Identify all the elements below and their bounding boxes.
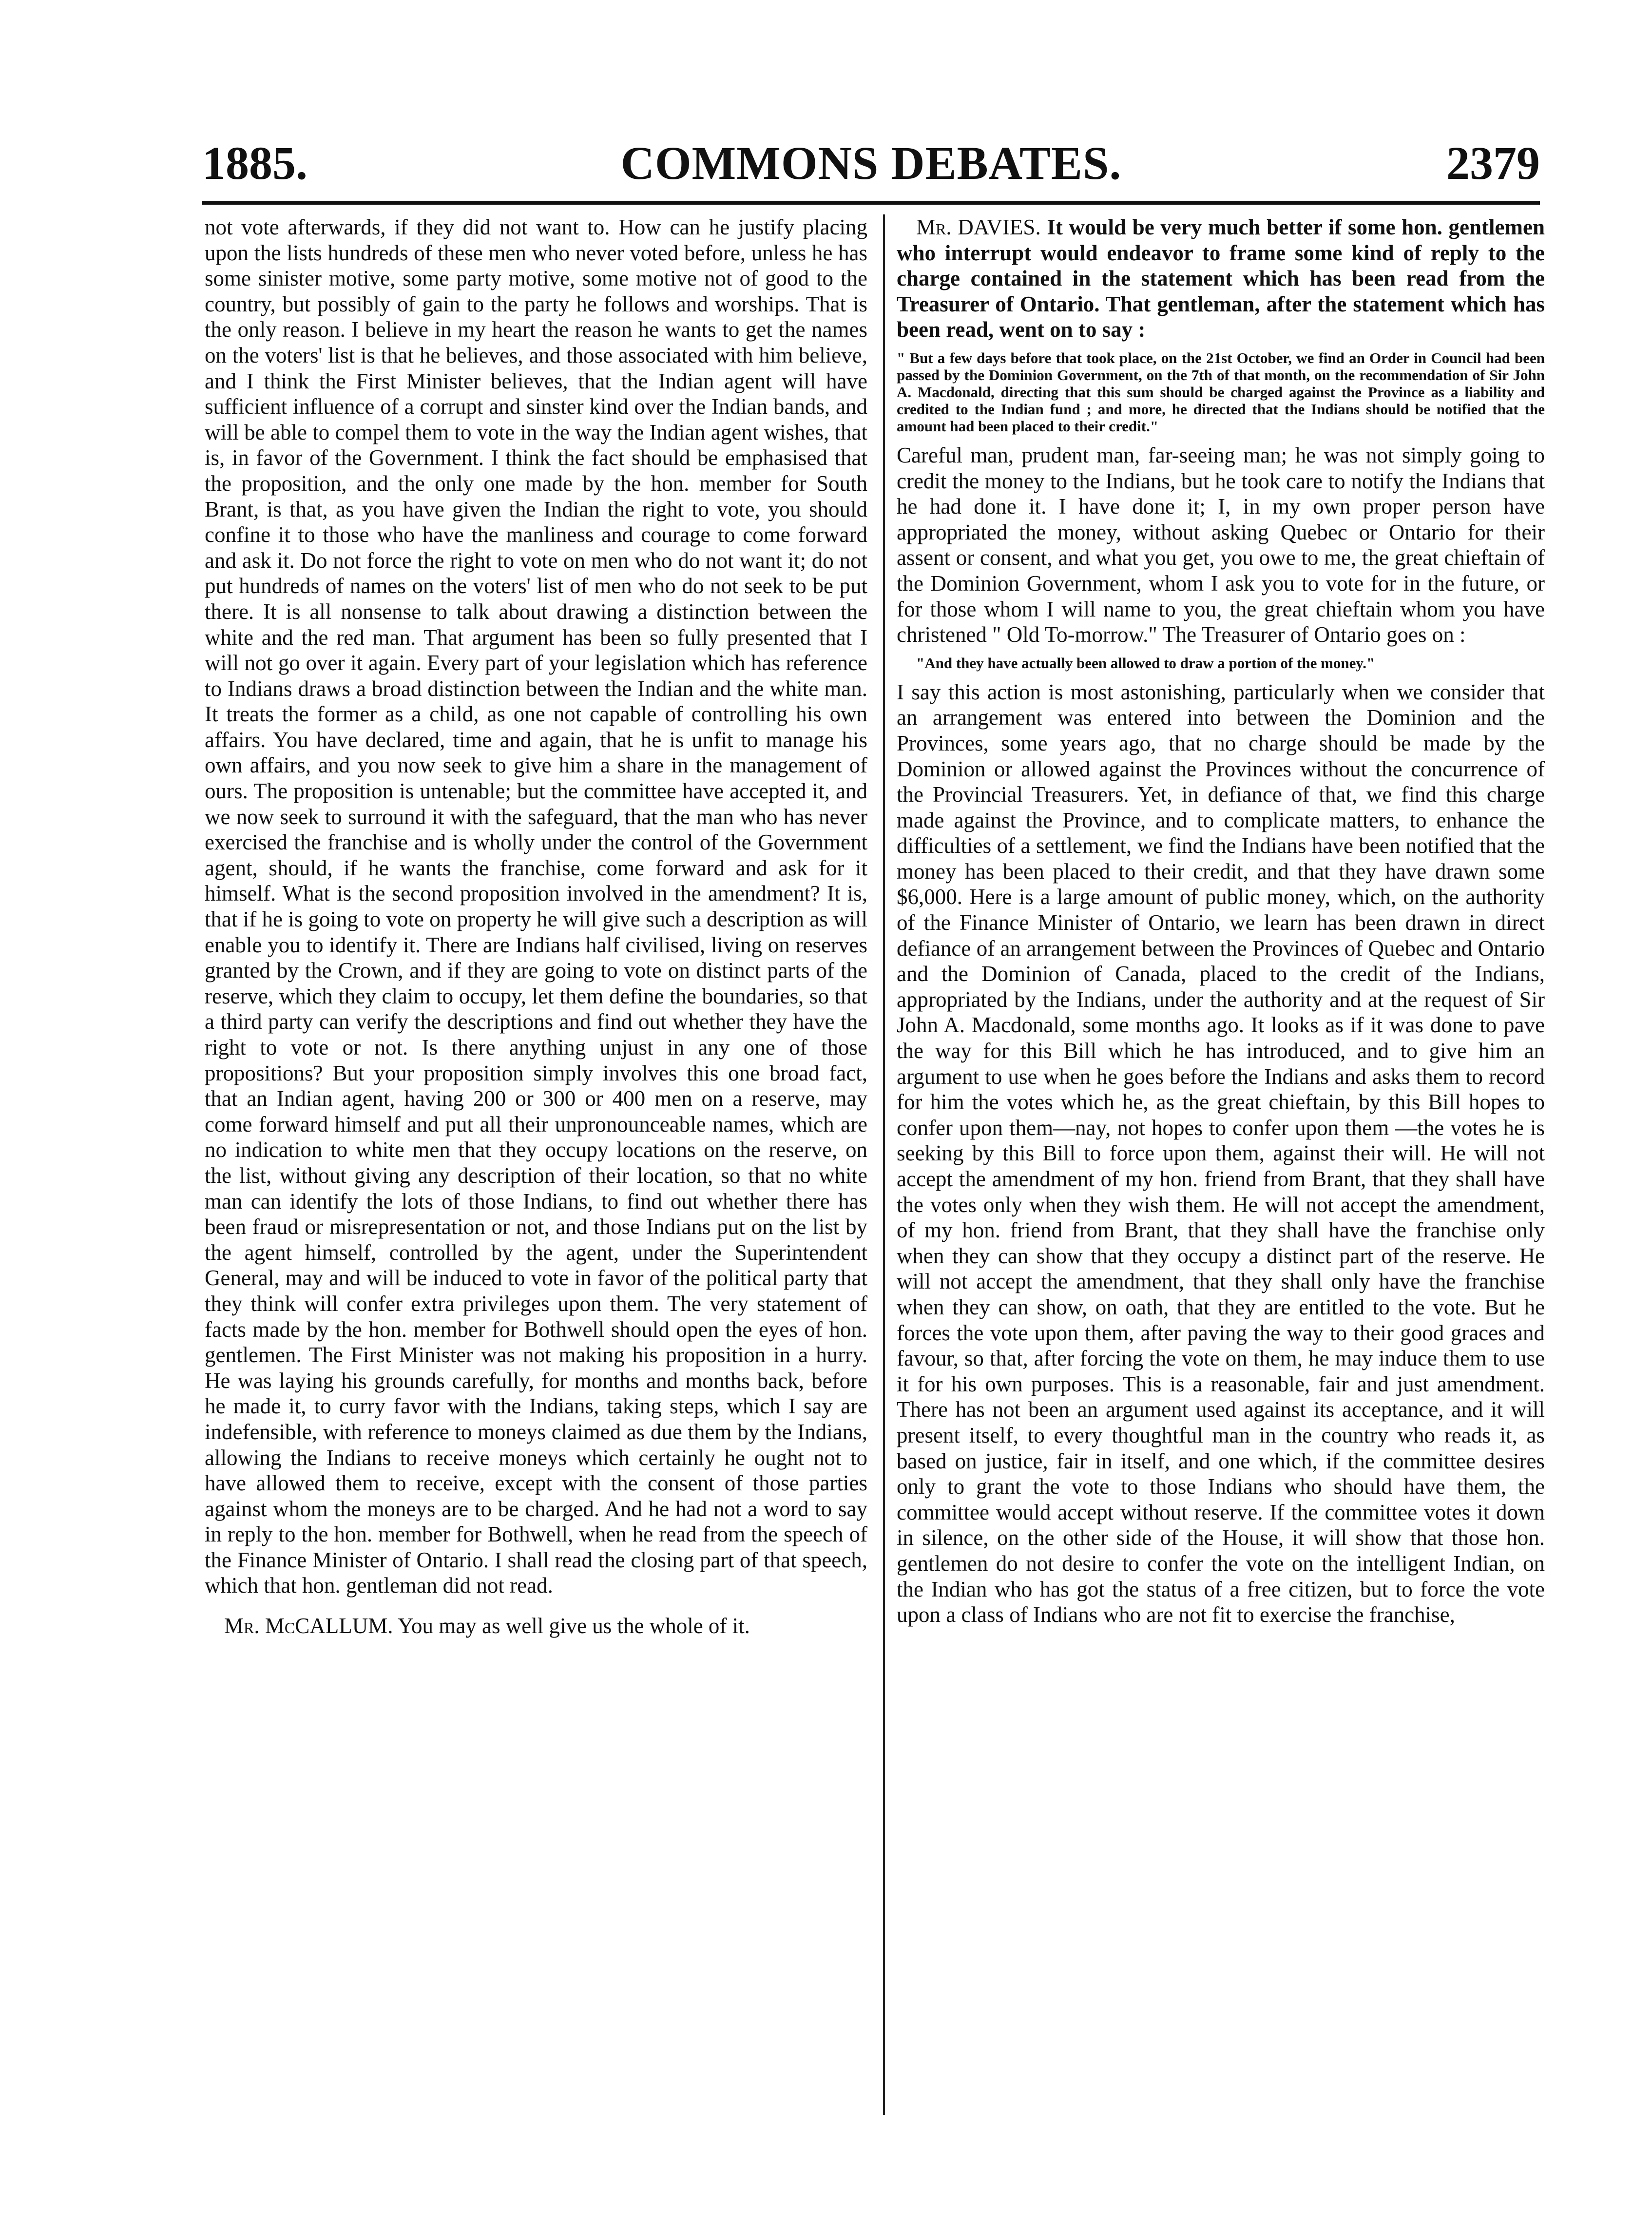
header-year: 1885.: [202, 137, 307, 189]
right-paragraph-2: Careful man, prudent man, far-seeing man; he was not simply going to credit the money to the Indians, but he took care to notify the Indians that he had done it. I have done it; I, in my own proper person have appropriated the money, without asking Quebec or Ontario for their assent or consent, and what you get, you owe to me, the great chieftain of the Dominion Government, whom I ask you to vote for in the future, or for those whom I will name to you, the great chieftain whom you have christened " Old To-morrow." The Treasurer of Ontario goes on :: [897, 443, 1545, 647]
header-page-number: 2379: [1446, 137, 1540, 189]
left-column: [205, 214, 867, 1639]
header-title: COMMONS DEBATES.: [620, 137, 1122, 189]
header-rule: [202, 201, 1540, 205]
column-separator: [883, 214, 885, 2115]
left-paragraph-2-text: You may as well give us the whole of it.: [398, 1614, 750, 1638]
right-paragraph-1-text: It would be very much better if some hon. gentlemen who interrupt would endeavor to frame some kind of reply to the charge contained in the statement which has been read from the Treasurer of Ontario. That gentleman, after the statement which has been read, went on to say :: [897, 215, 1545, 342]
left-paragraph-1: not vote afterwards, if they did not want to. How can he justify placing upon the lists hundreds of these men who never voted before, unless he has some sinister motive, some party motive, some motive not of good to the country, but possibly of gain to the party he follows and worships. That is the only reason. I believe in my heart the reason he wants to get the names on the voters' list is that he believes, and those associated with him believe, and I think the First Minister believes, that the Indian agent will have sufficient influence of a corrupt and sinster kind over the Indian bands, and will be able to compel them to vote in the way the Indian agent wishes, that is, in favor of the Government. I think the fact should be emphasised that the proposition, and the only one made by the hon. member for South Brant, is that, as you have given the Indian the right to vote, you should confine it to those who have the manliness and courage to come forward and ask it. Do not force the right to vote on men who do not want it; do not put hundreds of names on the voters' list of men who do not seek to be put there. It is all nonsense to talk about drawing a distinction between the white and the red man. That argument has been so fully presented that I will not go over it again. Every part of your legislation which has reference to Indians draws a broad distinction between the Indian and the white man. It treats the former as a child, as one not capable of controlling his own affairs. You have declared, time and again, that he is unfit to manage his own affairs, and you now seek to give him a share in the management of ours. The proposition is untenable; but the committee have accepted it, and we now seek to surround it with the safeguard, that the man who has never exercised the franchise and is wholly under the control of the Government agent, should, if he wants the franchise, come forward and ask for it himself. What is the second proposition involved in the amendment? It is, that if he is going to vote on property he will give such a description as will enable you to identify it. There are Indians half civilised, living on reserves granted by the Crown, and if they are going to vote on distinct parts of the reserve, which they claim to occupy, let them define the boundaries, so that a third party can verify the descriptions and find out whether they have the right to vote or not. Is there anything unjust in any one of those propositions? But your proposition simply involves this one broad fact, that an Indian agent, having 200 or 300 or 400 men on a reserve, may come forward himself and put all their unpronounceable names, which are no indication to white men that they occupy locations on the reserve, on the list, without giving any description of their location, so that no white man can identify the lots of those Indians, to find out whether there has been fraud or misrepresentation or not, and those Indians put on the list by the agent himself, controlled by the agent, under the Superintendent General, may and will be induced to vote in favor of the political party that they think will confer extra privileges upon them. The very statement of facts made by the hon. member for Bothwell should open the eyes of hon. gentlemen. The First Minister was not making his proposition in a hurry. He was laying his grounds carefully, for months and months back, before he made it, to curry favor with the Indians, taking steps, which I say are indefensible, with reference to moneys claimed as due them by the Indians, allowing the Indians to receive moneys which certainly he ought not to have allowed them to receive, except with the consent of those parties against whom the moneys are to be charged. And he had not a word to say in reply to the hon. member for Bothwell, when he read from the speech of the Finance Minister of Ontario. I shall read the closing part of that speech, which that hon. gentleman did not read.: [205, 215, 867, 1598]
quote-order-in-council: " But a few days before that took place, on the 21st October, we find an Order in Council had been passed by the Dominion Government, on the 7th of that month, on the recommendation of Sir John A. Macdonald, directing that this sum should be charged against the Province as a liability and credited to the Indian fund ; and more, he directed that the Indians should be notified that the amount had been placed to their credit.": [897, 349, 1545, 435]
right-paragraph-1: [897, 214, 1545, 343]
left-paragraph-2: [205, 1613, 867, 1639]
right-paragraph-3: I say this action is most astonishing, particularly when we consider that an arrangement was entered into between the Dominion and the Provinces, some years ago, that no charge should be made by the Dominion or allowed against the Provinces without the concurrence of the Provincial Treasurers. Yet, in defiance of that, we find this charge made against the Province, and to complicate matters, to enhance the difficulties of a settlement, we find the Indians have been notified that the money has been placed to their credit, and that they have drawn some $6,000. Here is a large amount of public money, which, on the authority of the Finance Minister of Ontario, we learn has been drawn in direct defiance of an arrangement between the Provinces of Quebec and Ontario and the Dominion of Canada, placed to the credit of the Indians, appropriated by the Indians, under the authority and at the request of Sir John A. Macdonald, some months ago. It looks as if it was done to pave the way for this Bill which he has introduced, and to give him an argument to use when he goes before the Indians and asks them to record for him the votes which he, as the great chieftain, by this Bill hopes to confer upon them—nay, not hopes to confer upon them —the votes he is seeking by this Bill to force upon them, against their will. He will not accept the amendment of my hon. friend from Brant, that they shall have the votes only when they wish them. He will not accept the amendment, of my hon. friend from Brant, that they shall have the franchise only when they can show that they occupy a distinct part of the reserve. He will not accept the amendment, that they shall only have the franchise when they can show, on oath, that they are entitled to the vote. But he forces the vote upon them, after paving the way to their good graces and favour, so that, after forcing the vote on them, he may induce them to use it for his own purposes. This is a reasonable, fair and just amendment. There has not been an argument used against its acceptance, and it will present itself, to every thoughtful man in the country who reads it, as based on justice, fair in itself, and one which, if the committee desires only to grant the vote to those Indians who should have them, the committee would accept without reserve. If the committee votes it down in silence, on the other side of the House, it will show that those hon. gentlemen do not desire to confer the vote on the intelligent Indian, on the Indian who has got the status of a free citizen, but to force the vote upon a class of Indians who are not fit to exercise the franchise,: [897, 679, 1545, 1627]
page-header: [202, 132, 1540, 200]
speaker-mccallum: Mr. McCALLUM.: [224, 1614, 393, 1638]
speaker-davies: Mr. DAVIES.: [916, 215, 1041, 239]
right-column: [897, 214, 1545, 1628]
quote-draw-money: "And they have actually been allowed to draw a portion of the money.": [916, 654, 1375, 672]
